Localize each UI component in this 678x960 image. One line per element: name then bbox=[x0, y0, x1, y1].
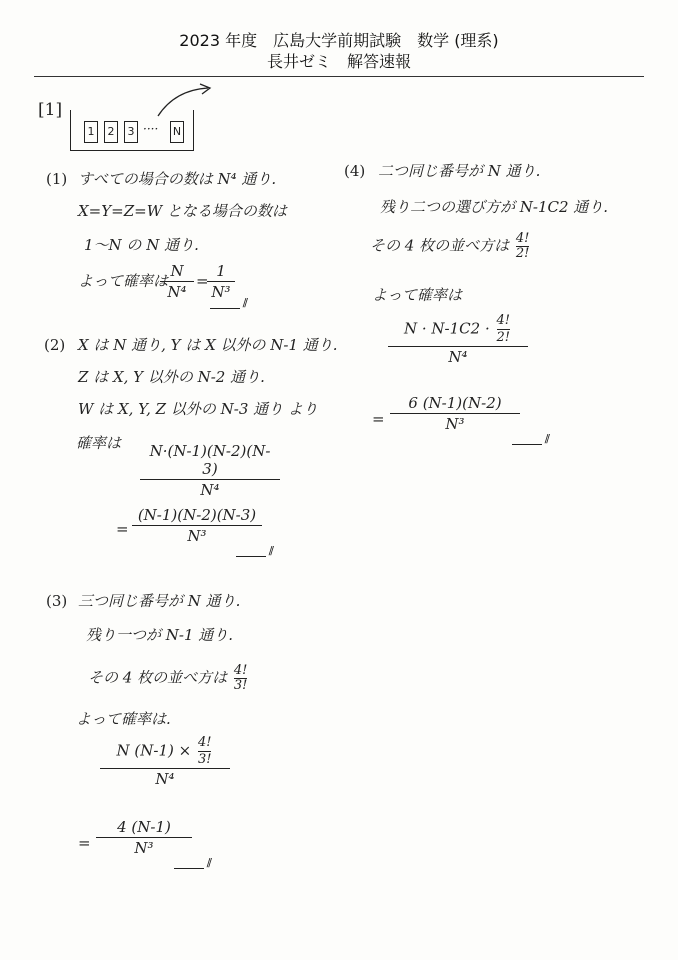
q4-arr-den: 2! bbox=[515, 246, 530, 261]
q4-result-den: N³ bbox=[445, 415, 465, 433]
q3-label: (3) bbox=[46, 592, 68, 610]
q4-end-mark bbox=[512, 436, 542, 445]
q4-arr-num: 4! bbox=[515, 231, 530, 246]
header-divider bbox=[34, 76, 644, 77]
q2-label: (2) bbox=[44, 336, 66, 354]
q4-line3 bbox=[370, 232, 531, 261]
q3-inner-den: 3! bbox=[197, 752, 212, 767]
q4-line3-text: その 4 枚の並べ方は bbox=[370, 236, 510, 255]
q4-inner-num: 4! bbox=[496, 313, 510, 328]
card-1: 1 bbox=[84, 121, 98, 143]
q2-end-mark bbox=[236, 548, 266, 557]
q3-frac-num bbox=[100, 736, 230, 767]
q3-line1: 三つ同じ番号が N 通り. bbox=[78, 592, 241, 610]
q4-frac-num bbox=[388, 314, 528, 345]
q4-arrangement-frac bbox=[516, 232, 530, 261]
q3-result-den: N³ bbox=[134, 839, 154, 857]
card-3: 3 bbox=[124, 121, 138, 143]
q4-equals: = bbox=[372, 410, 385, 428]
q1-frac-den: N⁴ bbox=[167, 283, 187, 301]
q4-result bbox=[390, 394, 520, 433]
q3-arr-den: 3! bbox=[233, 678, 248, 693]
q4-label: (4) bbox=[344, 162, 366, 180]
q1-equals: = bbox=[196, 272, 209, 290]
cards-ellipsis: ···· bbox=[143, 122, 159, 136]
q1-label: (1) bbox=[46, 170, 68, 188]
q3-line3-text: その 4 枚の並べ方は bbox=[88, 668, 228, 687]
q1-line1: すべての場合の数は N⁴ 通り. bbox=[78, 170, 277, 188]
problem-label: [1] bbox=[38, 100, 63, 120]
q3-frac-den: N⁴ bbox=[155, 770, 175, 788]
q4-line4: よって確率は bbox=[372, 286, 463, 304]
q3-result bbox=[96, 818, 192, 857]
q1-result bbox=[207, 262, 235, 301]
q1-frac-num: N bbox=[170, 262, 184, 280]
q3-line2: 残り一つが N-1 通り. bbox=[86, 626, 234, 644]
document-header bbox=[0, 30, 678, 72]
q3-inner-num: 4! bbox=[197, 735, 212, 750]
q2-fraction bbox=[140, 442, 280, 499]
q4-result-num: 6 (N-1)(N-2) bbox=[408, 394, 502, 412]
card-2: 2 bbox=[104, 121, 118, 143]
q2-line4: 確率は bbox=[76, 434, 122, 452]
q2-line1: X は N 通り, Y は X 以外の N-1 通り. bbox=[78, 336, 338, 354]
draw-arrow-icon bbox=[150, 82, 220, 122]
q4-line2: 残り二つの選び方が N-1C2 通り. bbox=[380, 198, 609, 216]
q1-line2: X=Y=Z=W となる場合の数は bbox=[78, 202, 287, 220]
q1-fraction bbox=[160, 262, 194, 301]
header-title: 2023 年度 広島大学前期試験 数学 (理系) bbox=[179, 31, 499, 50]
q1-end-mark bbox=[210, 300, 240, 309]
q2-line3: W は X, Y, Z 以外の N-3 通り より bbox=[78, 400, 318, 418]
q4-line1: 二つ同じ番号が N 通り. bbox=[378, 162, 541, 180]
header-subtitle: 長井ゼミ 解答速報 bbox=[266, 52, 411, 71]
q3-inner-frac bbox=[198, 736, 212, 767]
q1-result-den: N³ bbox=[211, 283, 231, 301]
q2-result-num: (N-1)(N-2)(N-3) bbox=[137, 506, 257, 524]
q1-result-num: 1 bbox=[216, 262, 226, 280]
q4-frac-num-text: N · N-1C2 · bbox=[403, 319, 490, 338]
q3-result-num: 4 (N-1) bbox=[117, 818, 171, 836]
q3-line4: よって確率は. bbox=[76, 710, 171, 728]
q3-equals: = bbox=[78, 834, 91, 852]
q2-result-den: N³ bbox=[187, 527, 207, 545]
q2-line2: Z は X, Y 以外の N-2 通り. bbox=[78, 368, 265, 386]
q1-line3: 1～N の N 通り. bbox=[84, 236, 199, 254]
q3-fraction bbox=[100, 736, 230, 788]
q2-result bbox=[132, 506, 262, 545]
q4-fraction bbox=[388, 314, 528, 366]
q2-frac-den: N⁴ bbox=[200, 481, 220, 499]
q3-end-mark bbox=[174, 860, 204, 869]
q3-arr-num: 4! bbox=[233, 663, 248, 678]
q2-equals: = bbox=[116, 520, 129, 538]
q4-inner-frac bbox=[497, 314, 511, 345]
q4-inner-den: 2! bbox=[496, 330, 510, 345]
card-n: N bbox=[170, 121, 184, 143]
q3-frac-num-text: N (N-1) × bbox=[116, 741, 192, 760]
q3-line3 bbox=[88, 664, 249, 693]
q3-arrangement-frac bbox=[234, 664, 248, 693]
q4-frac-den: N⁴ bbox=[448, 348, 468, 366]
q1-line4: よって確率は bbox=[78, 272, 169, 290]
q2-frac-num: N·(N-1)(N-2)(N-3) bbox=[149, 442, 271, 478]
